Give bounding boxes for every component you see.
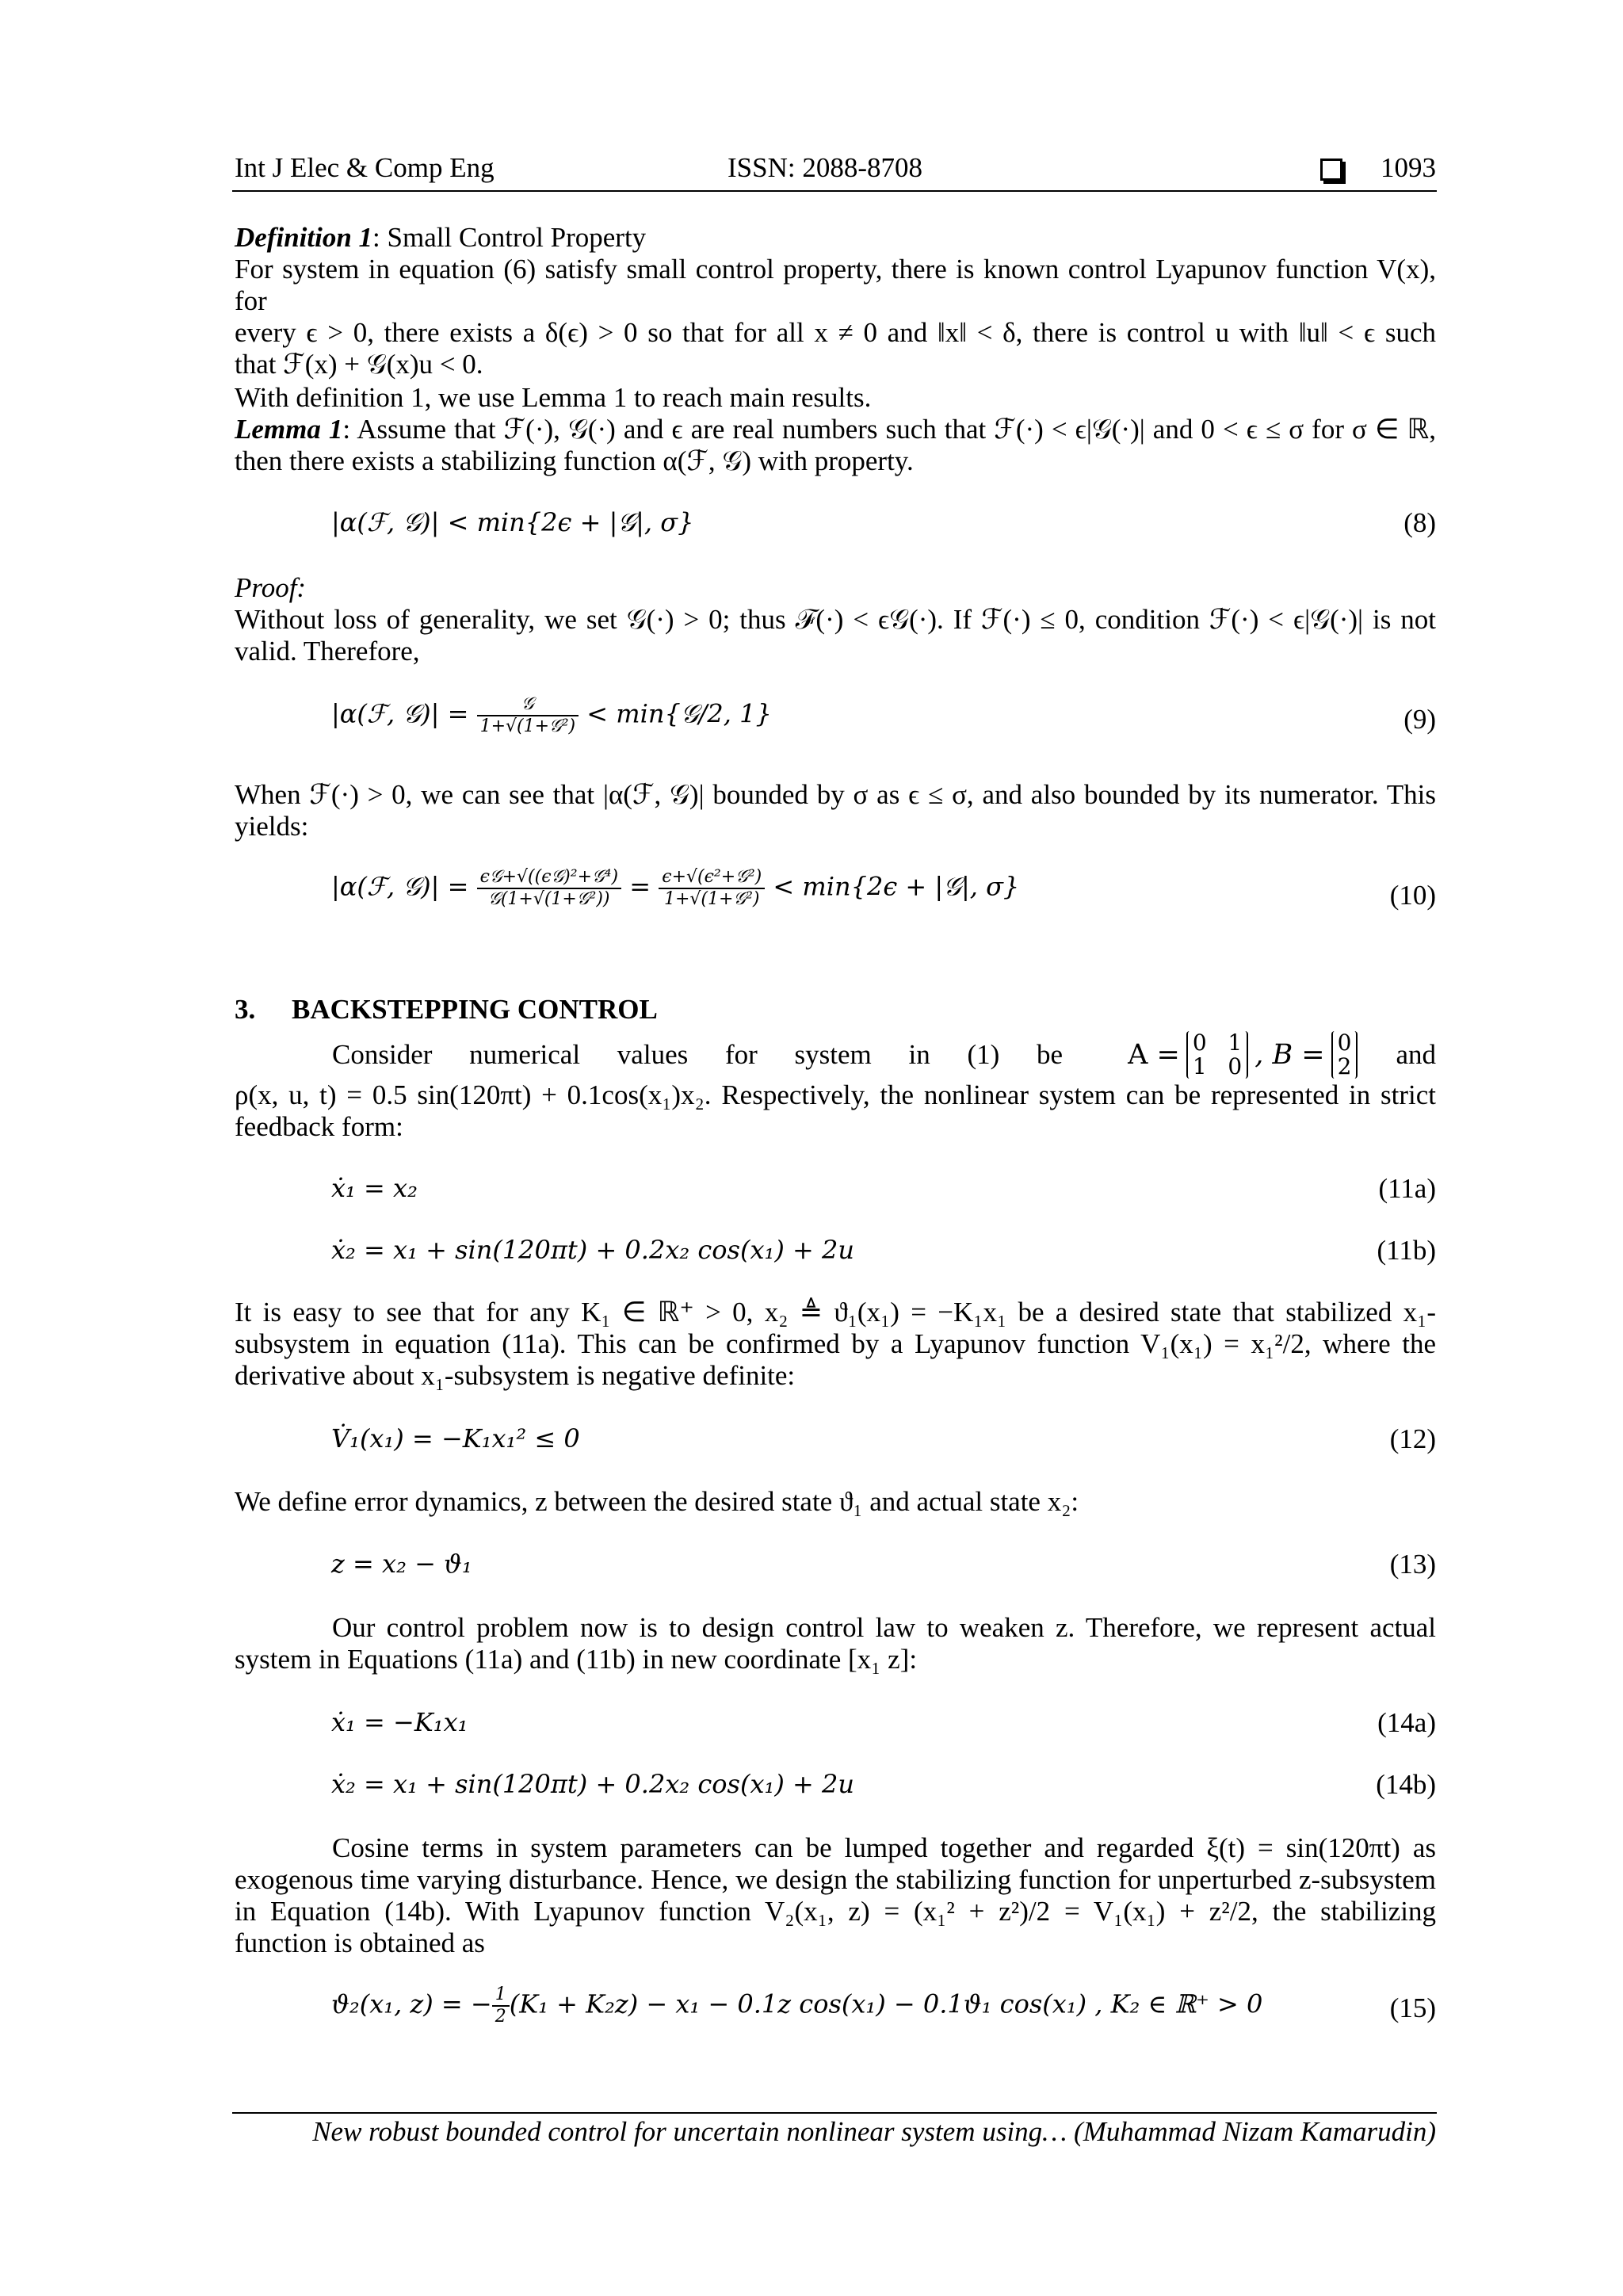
issn: ISSN: 2088-8708 bbox=[727, 152, 922, 183]
section-title: BACKSTEPPING CONTROL bbox=[292, 994, 658, 1025]
section-number: 3. bbox=[235, 994, 256, 1025]
consider-text: Consider numerical values for system in (1) be bbox=[332, 1039, 1064, 1070]
proof-line: Without loss of generality, we set 𝒢(·) > 0; thus ℱ(·) < ϵ𝒢(·). If ℱ(·) ≤ 0, condition ℱ(·) < ϵ|𝒢(·)| is not bbox=[235, 604, 1436, 635]
control-problem-line: system in Equations (11a) and (11b) in new coordinate [x₁ z]: bbox=[235, 1644, 918, 1675]
lemma-line: then there exists a stabilizing function α(ℱ, 𝒢) with property. bbox=[235, 445, 914, 476]
journal-name: Int J Elec & Comp Eng bbox=[235, 152, 495, 183]
easy-line: subsystem in equation (11a). This can be confirmed by a Lyapunov function V₁(x₁) = x₁²/2, where the bbox=[235, 1328, 1436, 1359]
cosine-line: in Equation (14b). With Lyapunov function V₂(x₁, z) = (x₁² + z²)/2 = V₁(x₁) + z²/2, the stabilizing bbox=[235, 1896, 1436, 1927]
equation-13: z = x₂ − ϑ₁ bbox=[331, 1549, 472, 1579]
cosine-line: Cosine terms in system parameters can be lumped together and regarded ξ(t) = sin(120πt) as bbox=[332, 1832, 1436, 1863]
equation-12: V̇₁(x₁) = −K₁x₁² ≤ 0 bbox=[331, 1423, 580, 1454]
eq9-numerator: 𝒢 bbox=[477, 694, 579, 716]
eq9-fraction bbox=[477, 694, 579, 737]
definition-1 bbox=[235, 222, 1436, 380]
equation-number: (12) bbox=[1389, 1423, 1436, 1454]
equation-14a: ẋ₁ = −K₁x₁ bbox=[331, 1707, 468, 1737]
equation-number: (11b) bbox=[1377, 1235, 1436, 1266]
lemma-text: : Assume that ℱ(·), 𝒢(·) and ϵ are real numbers such that ℱ(·) < ϵ|𝒢(·)| and 0 < ϵ ≤ σ for σ ∈ ℝ, bbox=[342, 414, 1436, 445]
equation-10 bbox=[331, 867, 1438, 910]
consider-paragraph bbox=[235, 1030, 1436, 1143]
eq15-lhs: ϑ₂(x₁, z) = − bbox=[331, 1988, 492, 2019]
bounded-paragraph bbox=[235, 779, 1436, 842]
eq10-fraction-2 bbox=[659, 867, 765, 910]
consider-line: ρ(x, u, t) = 0.5 sin(120πt) + 0.1cos(x₁)x₂. Respectively, the nonlinear system can be represented in strict bbox=[235, 1079, 1436, 1110]
definition-line: every ϵ > 0, there exists a δ(ϵ) > 0 so that for all x ≠ 0 and ‖x‖ < δ, there is control u with ‖u‖ < ϵ such bbox=[235, 317, 1436, 348]
matrix-b bbox=[1331, 1031, 1358, 1079]
equation-11a: ẋ₁ = x₂ bbox=[331, 1173, 418, 1203]
section-heading bbox=[235, 994, 658, 1026]
equation-number: (14a) bbox=[1377, 1707, 1436, 1738]
eq15-denominator: 2 bbox=[495, 2007, 506, 2027]
control-problem-line: Our control problem now is to design control law to weaken z. Therefore, we represent actual bbox=[332, 1612, 1436, 1643]
eq10-f1-numerator: ϵ𝒢+√((ϵ𝒢)²+𝒢⁴) bbox=[477, 867, 622, 889]
cosine-line: function is obtained as bbox=[235, 1927, 485, 1958]
proof-label: Proof: bbox=[235, 572, 307, 603]
easy-line: It is easy to see that for any K₁ ∈ ℝ⁺ > 0, x₂ ≜ ϑ₁(x₁) = −K₁x₁ be a desired state that stabilized x₁- bbox=[235, 1297, 1436, 1328]
lemma-1 bbox=[235, 414, 1436, 477]
equation-number: (13) bbox=[1389, 1549, 1436, 1580]
eq9-rhs: < min{𝒢/2, 1} bbox=[586, 698, 772, 729]
eq10-f2-denominator: 1+√(1+𝒢²) bbox=[663, 889, 760, 909]
header-rule bbox=[232, 190, 1437, 192]
equation-number: (14b) bbox=[1376, 1769, 1436, 1800]
box-icon bbox=[1320, 159, 1342, 181]
error-dynamics: We define error dynamics, z between the desired state ϑ₁ and actual state x₂: bbox=[235, 1486, 1079, 1517]
lemma-label: Lemma 1 bbox=[235, 414, 343, 445]
matrix-a-row: 0 1 bbox=[1192, 1030, 1243, 1056]
eq10-rhs: < min{2ϵ + |𝒢|, σ} bbox=[773, 871, 1020, 902]
equation-number: (15) bbox=[1389, 1992, 1436, 2023]
definition-line: that ℱ(x) + 𝒢(x)u < 0. bbox=[235, 349, 483, 380]
matrix-b-row: 0 bbox=[1337, 1030, 1352, 1056]
bounded-line: When ℱ(·) > 0, we can see that |α(ℱ, 𝒢)| bounded by σ as ϵ ≤ σ, and also bounded by its numerator. This bbox=[235, 779, 1436, 810]
easy-line: derivative about x₁-subsystem is negative definite: bbox=[235, 1360, 796, 1391]
consider-line: feedback form: bbox=[235, 1111, 403, 1142]
equation-8: |α(ℱ, 𝒢)| < min{2ϵ + |𝒢|, σ} bbox=[331, 507, 694, 537]
page-footer: New robust bounded control for uncertain nonlinear system using… (Muhammad Nizam Kamarudin) bbox=[312, 2116, 1436, 2147]
matrix-b-row: 2 bbox=[1337, 1053, 1352, 1079]
definition-line: For system in equation (6) satisfy small control property, there is known control Lyapunov function V(x), for bbox=[235, 254, 1436, 316]
matrix-a bbox=[1186, 1031, 1248, 1079]
page-header bbox=[235, 152, 1436, 192]
consider-line bbox=[235, 1030, 1436, 1079]
eq10-fraction-1 bbox=[477, 867, 622, 910]
equation-9 bbox=[331, 694, 1438, 737]
eq9-denominator: 1+√(1+𝒢²) bbox=[479, 716, 576, 736]
easy-paragraph bbox=[235, 1297, 1436, 1392]
proof bbox=[235, 572, 1436, 667]
matrix-a-row: 1 0 bbox=[1192, 1053, 1243, 1079]
lemma-line bbox=[235, 414, 1436, 445]
equation-number: (11a) bbox=[1378, 1173, 1436, 1204]
equation-number: (8) bbox=[1403, 507, 1436, 538]
definition-title: : Small Control Property bbox=[372, 222, 647, 253]
page-number: 1093 bbox=[1381, 152, 1436, 183]
eq15-fraction bbox=[492, 1985, 510, 2027]
control-problem-paragraph bbox=[235, 1612, 1436, 1675]
cosine-paragraph bbox=[235, 1832, 1436, 1959]
equation-14b: ẋ₂ = x₁ + sin(120πt) + 0.2x₂ cos(x₁) + 2u bbox=[331, 1769, 854, 1799]
equation-number: (9) bbox=[1403, 704, 1436, 735]
eq10-f2-numerator: ϵ+√(ϵ²+𝒢²) bbox=[659, 867, 765, 889]
lemma-intro: With definition 1, we use Lemma 1 to reach main results. bbox=[235, 382, 872, 413]
consider-and: and bbox=[1396, 1039, 1436, 1070]
footer-rule bbox=[232, 2112, 1437, 2114]
eq15-rhs: (K₁ + K₂z) − x₁ − 0.1z cos(x₁) − 0.1ϑ₁ cos(x₁) , K₂ ∈ ℝ⁺ > 0 bbox=[509, 1988, 1263, 2019]
matrix-b-label: , B = bbox=[1254, 1039, 1325, 1071]
eq10-equals: = bbox=[629, 871, 651, 902]
eq15-numerator: 1 bbox=[492, 1985, 510, 2007]
cosine-line: exogenous time varying disturbance. Hence, we design the stabilizing function for unperturbed z-subsystem bbox=[235, 1864, 1436, 1895]
equation-number: (10) bbox=[1389, 880, 1436, 911]
equation-15 bbox=[331, 1985, 1438, 2027]
eq10-f1-denominator: 𝒢(1+√(1+𝒢²)) bbox=[488, 889, 610, 909]
eq10-lhs: |α(ℱ, 𝒢)| = bbox=[331, 871, 469, 902]
definition-label: Definition 1 bbox=[235, 222, 373, 253]
equation-11b: ẋ₂ = x₁ + sin(120πt) + 0.2x₂ cos(x₁) + 2u bbox=[331, 1235, 854, 1265]
matrix-a-label: A = bbox=[1128, 1039, 1180, 1071]
bounded-line: yields: bbox=[235, 811, 309, 842]
eq9-lhs: |α(ℱ, 𝒢)| = bbox=[331, 698, 469, 729]
definition-heading bbox=[235, 222, 1436, 254]
proof-line: valid. Therefore, bbox=[235, 636, 420, 667]
